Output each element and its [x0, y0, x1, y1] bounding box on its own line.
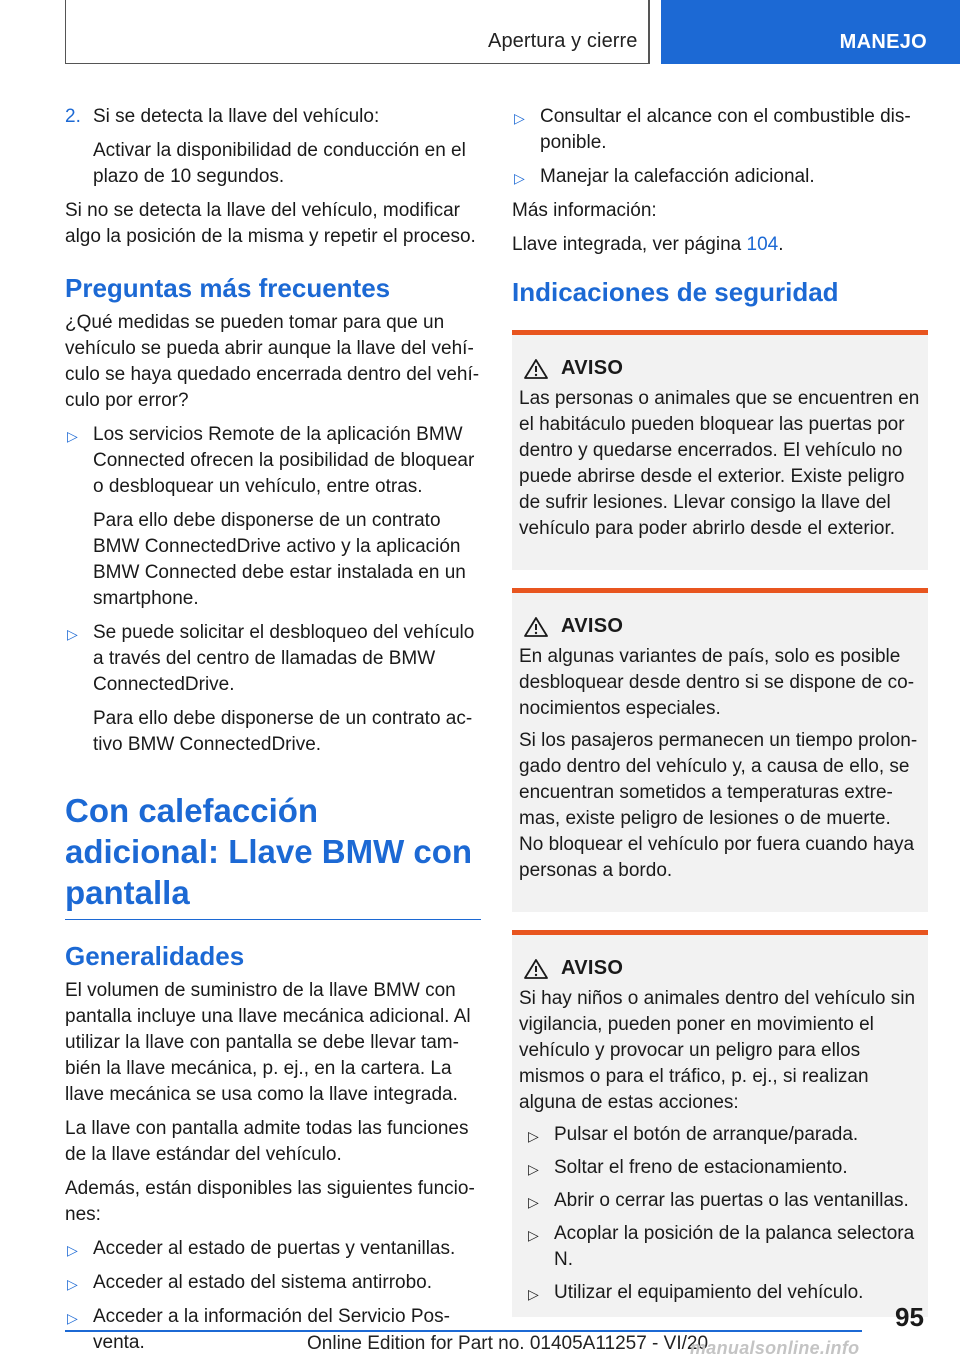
general-heading: Generalidades: [65, 941, 245, 971]
triangle-right-icon: ▷: [528, 1194, 539, 1210]
triangle-right-icon: ▷: [528, 1128, 539, 1144]
list-item-sub: Para ello debe disponerse de un contrato activo BMW ConnectedDrive.: [93, 708, 473, 755]
triangle-right-icon: ▷: [528, 1286, 539, 1302]
list-item: [519, 1221, 920, 1273]
warning-header: [519, 615, 920, 638]
list-item-text: Acceder al estado de puertas y ventanillas.: [93, 1238, 456, 1259]
numbered-step-2: [65, 104, 481, 130]
list-item: [65, 1270, 481, 1296]
header-tab-label: MANEJO: [839, 31, 927, 53]
footer-divider: [65, 1330, 862, 1332]
list-item-text: Acceder a la información del Servicio Posventa.: [93, 1306, 450, 1353]
warning-text: Si los pasajeros permanecen un tiempo prolongado dentro del vehículo y, a causa de ello, se encuentran sometidos a temperaturas extremas, existe peligro de lesiones o de muerte. No bloquear el vehículo por fuera cuando haya personas a bordo.: [519, 730, 918, 881]
list-item-text: Utilizar el equipamiento del vehículo.: [554, 1282, 864, 1303]
list-item: [519, 1155, 920, 1181]
general-paragraph-1: El volumen de suministro de la llave BMW con pantalla incluye una llave mecánica adicional. Al utilizar la llave con pantalla se debe llevar también la llave mecánica, p. ej., en la cartera. La llave mecánica se usa como la llave integrada.: [65, 980, 471, 1105]
step-substep: Activar la disponibilidad de conducción en el plazo de 10 segundos.: [93, 140, 466, 187]
warning-label: AVISO: [561, 615, 624, 637]
warning-header: [519, 357, 920, 380]
warning-triangle-icon: [523, 616, 549, 638]
warning-label: AVISO: [561, 357, 624, 379]
page-number: 95: [895, 1302, 924, 1332]
list-item-text: Se puede solicitar el desbloqueo del vehículo a través del centro de llamadas de BMW ConnectedDrive.: [93, 622, 475, 695]
watermark-logo: manualsonline.info: [690, 1338, 860, 1358]
warning-box-2: [512, 588, 928, 912]
page-link[interactable]: 104: [746, 234, 779, 255]
triangle-right-icon: ▷: [67, 626, 78, 642]
warning-label: AVISO: [561, 957, 624, 979]
faq-heading: Preguntas más frecuentes: [65, 273, 391, 303]
reference-text: Llave integrada, ver página: [512, 234, 747, 255]
list-item: [519, 1280, 920, 1306]
more-info-label: Más información:: [512, 200, 657, 221]
triangle-right-icon: ▷: [67, 1310, 78, 1326]
list-item-text: Los servicios Remote de la aplicación BMW Connected ofrecen la posibilidad de bloquear o desbloquear un vehículo, entre otras.: [93, 424, 475, 497]
list-item-text: Abrir o cerrar las puertas o las ventanillas.: [554, 1190, 909, 1211]
list-item: [65, 1236, 481, 1262]
list-item: [512, 104, 928, 156]
warning-text: Las personas o animales que se encuentren en el habitáculo pueden bloquear las puertas por dentro y quedarse encerrados. El vehículo no puede abrirse desde el exterior. Existe peligro de sufrir lesiones. Llevar consigo la llave del vehículo para poder abrirlo desde el exterior.: [519, 388, 920, 539]
triangle-right-icon: ▷: [514, 110, 525, 126]
right-column: [512, 104, 928, 1335]
triangle-right-icon: ▷: [67, 428, 78, 444]
triangle-right-icon: ▷: [514, 170, 525, 186]
list-item-text: Consultar el alcance con el combustible disponible.: [540, 106, 911, 153]
warning-text: Si hay niños o animales dentro del vehículo sin vigilancia, pueden poner en movimiento el vehículo y provocar un peligro para ellos mismos o para el tráfico, p. ej., si realizan alguna de estas acciones:: [519, 988, 916, 1113]
triangle-right-icon: ▷: [67, 1276, 78, 1292]
integrated-key-reference: [512, 232, 928, 258]
warning-triangle-icon: [523, 358, 549, 380]
list-item-text: Acoplar la posición de la palanca selectora N.: [554, 1223, 915, 1270]
header-tab-manejo[interactable]: [661, 0, 960, 64]
warning-triangle-icon: [523, 958, 549, 980]
list-item: [65, 422, 481, 500]
list-item: [519, 1188, 920, 1214]
list-item-text: Soltar el freno de estacionamiento.: [554, 1157, 848, 1178]
triangle-right-icon: ▷: [528, 1161, 539, 1177]
list-item: [519, 1122, 920, 1148]
warning-header: [519, 957, 920, 980]
paragraph-not-detected: Si no se detecta la llave del vehículo, modificar algo la posición de la misma y repetir el proceso.: [65, 200, 476, 247]
safety-heading: Indicaciones de seguridad: [512, 277, 839, 307]
general-paragraph-3: Además, están disponibles las siguientes funciones:: [65, 1178, 475, 1225]
left-column: [65, 104, 481, 1362]
list-item-text: Manejar la calefacción adicional.: [540, 166, 815, 187]
footer-edition: Online Edition for Part no. 01405A11257 - VI/20: [307, 1333, 709, 1354]
triangle-right-icon: ▷: [528, 1227, 539, 1243]
warning-text: En algunas variantes de país, solo es posible desbloquear desde dentro si se dispone de conocimientos especiales.: [519, 646, 915, 719]
list-item-text: Pulsar el botón de arranque/parada.: [554, 1124, 859, 1145]
reference-suffix: .: [778, 234, 784, 255]
general-paragraph-2: La llave con pantalla admite todas las funciones de la llave estándar del vehículo.: [65, 1118, 469, 1165]
header-divider: [648, 0, 650, 64]
step-text: Si se detecta la llave del vehículo:: [93, 106, 380, 127]
faq-question: ¿Qué medidas se pueden tomar para que un vehículo se pueda abrir aunque la llave del vehículo se haya quedado encerrada dentro del vehículo por error?: [65, 312, 480, 411]
list-item: [65, 620, 481, 698]
header-title: Apertura y cierre: [488, 30, 638, 52]
triangle-right-icon: ▷: [67, 1242, 78, 1258]
warning-box-3: [512, 930, 928, 1317]
list-item: [512, 164, 928, 190]
section-title: Con calefacción adicional: Llave BMW con pantalla: [65, 790, 481, 920]
warning-box-1: [512, 330, 928, 570]
step-number: 2.: [65, 106, 81, 127]
list-item-text: Acceder al estado del sistema antirrobo.: [93, 1272, 433, 1293]
list-item-sub: Para ello debe disponerse de un contrato BMW ConnectedDrive activo y la aplicación BMW Connected debe estar instalada en un smartphone.: [93, 510, 466, 609]
